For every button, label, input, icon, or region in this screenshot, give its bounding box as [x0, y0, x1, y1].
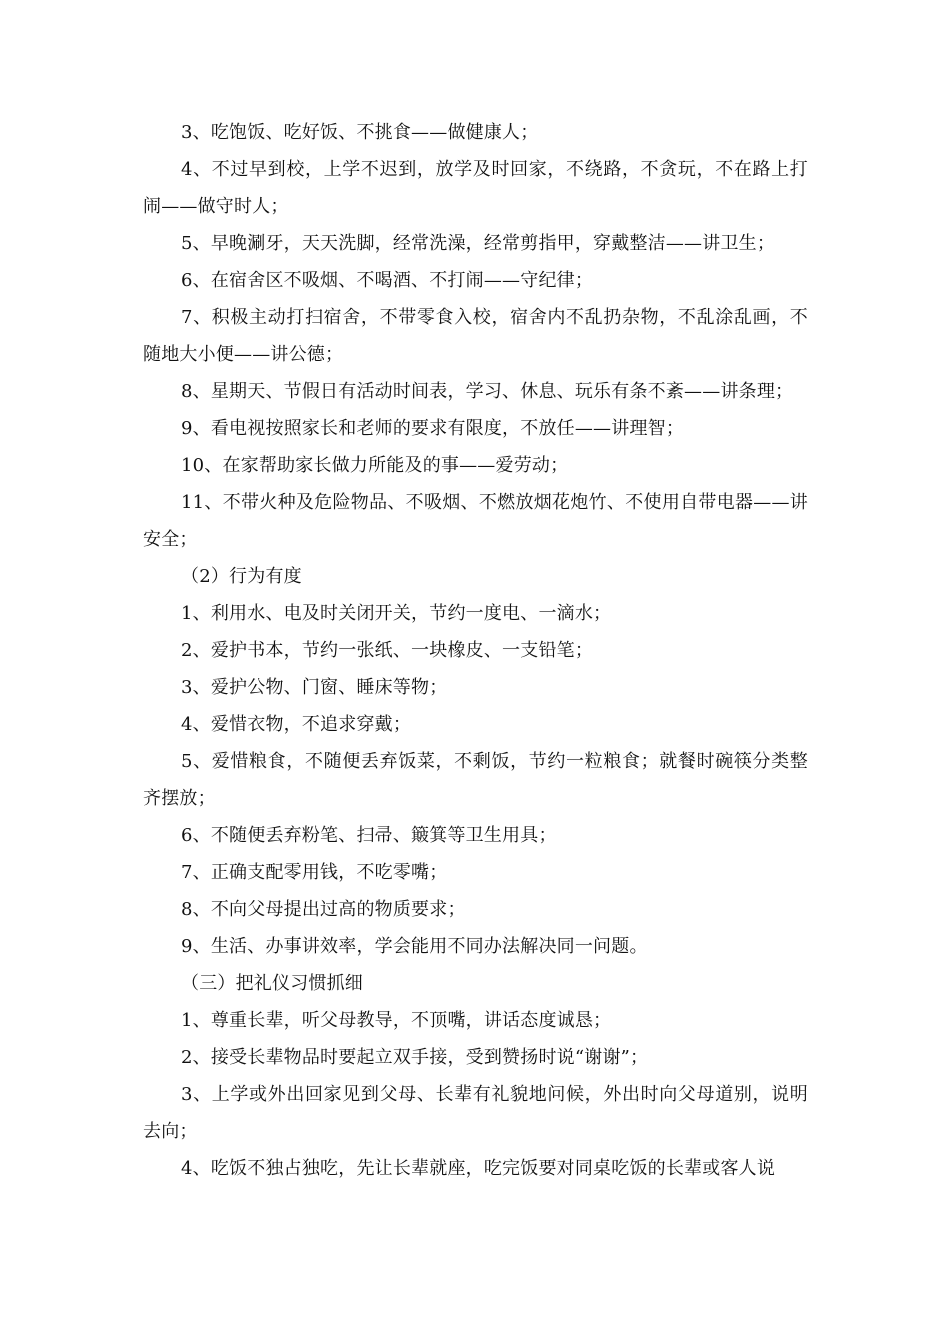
- paragraph: 3、爱护公物、门窗、睡床等物；: [181, 677, 448, 698]
- paragraph: 8、星期天、节假日有活动时间表，学习、休息、玩乐有条不紊——讲条理；: [181, 381, 794, 402]
- document-body: [143, 114, 808, 1187]
- paragraph: 10、在家帮助家长做力所能及的事——爱劳动；: [181, 455, 569, 476]
- paragraph: 6、不随便丢弃粉笔、扫帚、簸箕等卫生用具；: [181, 825, 557, 846]
- paragraph: 1、尊重长辈，听父母教导，不顶嘴，讲话态度诚恳；: [181, 1010, 612, 1031]
- paragraph: 9、看电视按照家长和老师的要求有限度，不放任——讲理智；: [181, 418, 685, 439]
- paragraph: 4、不过早到校，上学不迟到，放学及时回家，不绕路，不贪玩，不在路上打闹——做守时人；: [143, 159, 808, 217]
- paragraph: 8、不向父母提出过高的物质要求；: [181, 899, 466, 920]
- section-heading: （2）行为有度: [181, 566, 302, 587]
- paragraph: 4、吃饭不独占独吃，先让长辈就座，吃完饭要对同桌吃饭的长辈或客人说: [181, 1158, 776, 1179]
- section-heading: （三）把礼仪习惯抓细: [181, 973, 363, 994]
- paragraph: 3、上学或外出回家见到父母、长辈有礼貌地问候，外出时向父母道别，说明去向；: [143, 1084, 808, 1142]
- paragraph: 2、爱护书本，节约一张纸、一块橡皮、一支铅笔；: [181, 640, 594, 661]
- paragraph: 3、吃饱饭、吃好饭、不挑食——做健康人；: [181, 122, 539, 143]
- paragraph: 11、不带火种及危险物品、不吸烟、不燃放烟花炮竹、不使用自带电器——讲安全；: [143, 492, 808, 550]
- paragraph: 5、爱惜粮食，不随便丢弃饭菜，不剩饭，节约一粒粮食；就餐时碗筷分类整齐摆放；: [143, 751, 808, 809]
- paragraph: 4、爱惜衣物，不追求穿戴；: [181, 714, 412, 735]
- paragraph: 7、正确支配零用钱，不吃零嘴；: [181, 862, 448, 883]
- paragraph: 9、生活、办事讲效率，学会能用不同办法解决同一问题。: [181, 936, 648, 957]
- paragraph: 5、早晚涮牙，天天洗脚，经常洗澡，经常剪指甲，穿戴整洁——讲卫生；: [181, 233, 776, 254]
- paragraph: 2、接受长辈物品时要起立双手接，受到赞扬时说“谢谢”；: [181, 1047, 649, 1068]
- paragraph: 6、在宿舍区不吸烟、不喝酒、不打闹——守纪律；: [181, 270, 594, 291]
- paragraph: 7、积极主动打扫宿舍，不带零食入校，宿舍内不乱扔杂物，不乱涂乱画，不随地大小便——讲公德；: [143, 307, 808, 365]
- paragraph: 1、利用水、电及时关闭开关，节约一度电、一滴水；: [181, 603, 612, 624]
